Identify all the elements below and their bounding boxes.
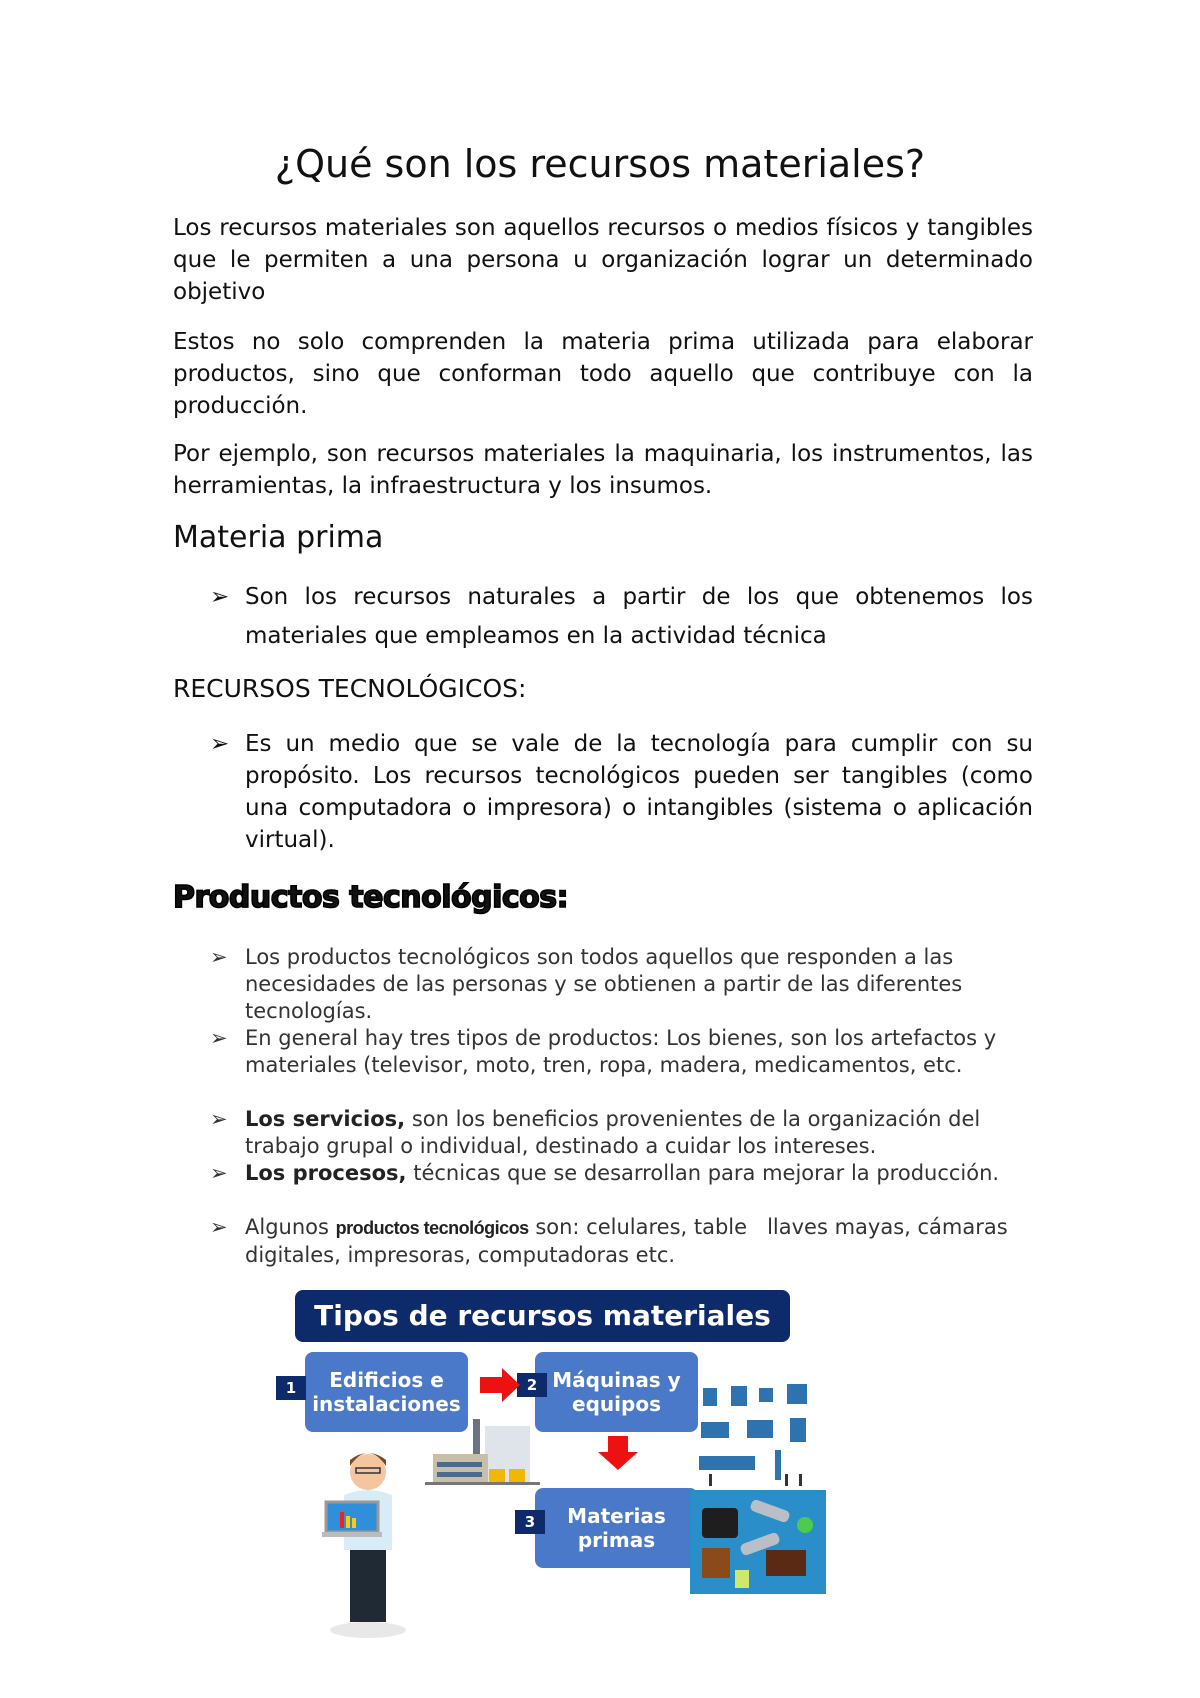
infographic-box-1: Edificios e instalaciones bbox=[305, 1352, 468, 1432]
text: son los beneficios provenientes de la organización del trabajo grupal o individual, destinado a cuidar los intereses. bbox=[245, 1107, 981, 1158]
list-item-text: Es un medio que se vale de la tecnología para cumplir con su propósito. Los recursos tecnológicos pueden ser tangibles (como una computadora o impresora) o intangibles (sistema o aplicación virtual). bbox=[245, 731, 1033, 853]
heading-recursos-tecnologicos: RECURSOS TECNOLÓGICOS: bbox=[173, 674, 527, 703]
infographic-title: Tipos de recursos materiales bbox=[295, 1290, 790, 1342]
arrow-bullet-icon: ➢ bbox=[210, 1107, 228, 1131]
factory-illustration bbox=[425, 1414, 540, 1494]
heading-materia-prima: Materia prima bbox=[173, 520, 384, 555]
infographic-box-2: Máquinas y equipos bbox=[535, 1352, 698, 1432]
text: son: celulares, table llaves mayas, cámaras digitales, impresoras, computadoras etc. bbox=[245, 1215, 1015, 1267]
list-item bbox=[210, 944, 1033, 1025]
paragraph-example: Por ejemplo, son recursos materiales la maquinaria, los instrumentos, las herramientas, la infraestructura y los insumos. bbox=[173, 441, 1033, 499]
arrow-bullet-icon: ➢ bbox=[210, 1161, 228, 1185]
list-item-text bbox=[245, 1106, 1033, 1160]
list-item-text bbox=[245, 1160, 1033, 1187]
list-item-text: En general hay tres tipos de productos: Los bienes, son los artefactos y materiales (televisor, moto, tren, ropa, madera, medicamentos, etc. bbox=[245, 1026, 997, 1077]
paragraph-scope: Estos no solo comprenden la materia prima utilizada para elaborar productos, sino que conforman todo aquello que contribuye con la producción. bbox=[173, 329, 1033, 419]
list-item bbox=[210, 1025, 1033, 1079]
term-servicios: Los servicios, bbox=[245, 1107, 406, 1131]
number-badge-3: 3 bbox=[515, 1510, 545, 1534]
list-item-text bbox=[245, 1214, 1033, 1269]
paragraph-definition: Los recursos materiales son aquellos recursos o medios físicos y tangibles que le permiten a una persona u organización lograr un determinado objetivo bbox=[173, 215, 1033, 305]
list-item bbox=[210, 578, 1033, 656]
infographic-box-3: Materias primas bbox=[535, 1488, 698, 1568]
arrow-right-icon bbox=[480, 1368, 520, 1402]
list-item bbox=[210, 1106, 1033, 1160]
list-item bbox=[210, 1214, 1033, 1269]
term-procesos: Los procesos, bbox=[245, 1161, 407, 1185]
list-item-text: Son los recursos naturales a partir de los que obtenemos los materiales que empleamos en la actividad técnica bbox=[245, 584, 1033, 649]
number-badge-1: 1 bbox=[276, 1376, 306, 1400]
text: Algunos bbox=[245, 1215, 336, 1239]
list-item bbox=[210, 728, 1033, 856]
arrow-bullet-icon: ➢ bbox=[210, 945, 228, 969]
machinery-illustration bbox=[695, 1380, 820, 1490]
page-title: ¿Qué son los recursos materiales? bbox=[274, 142, 926, 186]
arrow-bullet-icon: ➢ bbox=[210, 1026, 228, 1050]
heading-productos-tecnologicos: Productos tecnológicos: bbox=[173, 880, 569, 915]
businessman-illustration bbox=[318, 1440, 418, 1640]
arrow-bullet-icon: ➢ bbox=[210, 584, 230, 610]
list-item bbox=[210, 1160, 1033, 1187]
term-productos: productos tecnológicos bbox=[335, 1218, 529, 1238]
arrow-bullet-icon: ➢ bbox=[210, 1215, 228, 1239]
text: técnicas que se desarrollan para mejorar la producción. bbox=[406, 1161, 1000, 1185]
arrow-bullet-icon: ➢ bbox=[210, 731, 230, 757]
arrow-down-icon bbox=[598, 1436, 638, 1470]
number-badge-2: 2 bbox=[517, 1373, 547, 1397]
raw-materials-illustration bbox=[690, 1490, 826, 1594]
list-item-text: Los productos tecnológicos son todos aquellos que responden a las necesidades de las personas y se obtienen a partir de las diferentes tecnologías. bbox=[245, 945, 963, 1023]
